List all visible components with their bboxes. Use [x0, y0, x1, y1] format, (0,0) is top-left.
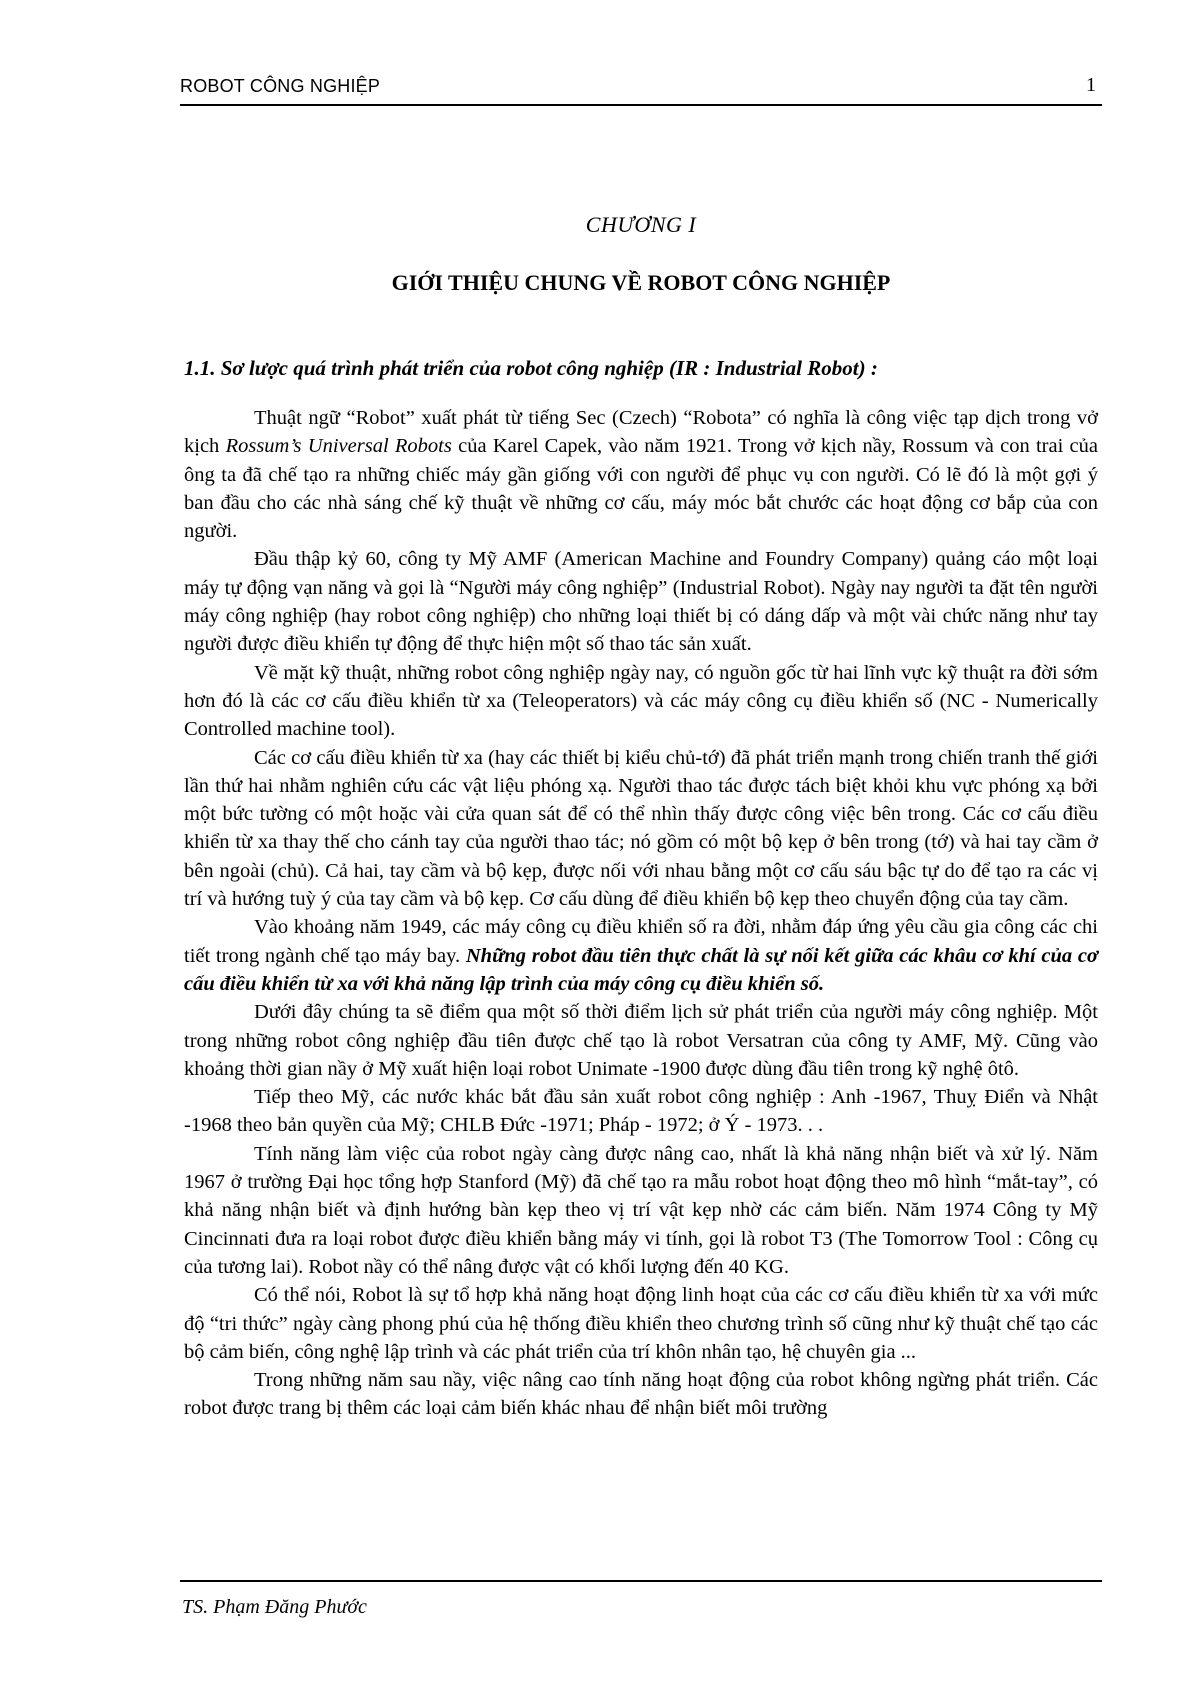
- page-number: 1: [1086, 74, 1096, 96]
- paragraph-1-text-c: của Karel Capek, vào năm 1921. Trong vở kịch nầy, Rossum và con trai của ông ta đã chế tạo ra những chiếc máy gần giống với con người để phục vụ con người. Có lẽ đó là một gợi ý ban đầu cho các nhà sáng chế kỹ thuật về những cơ cấu, máy móc bắt chước các hoạt động cơ bắp của con người.: [184, 435, 1099, 543]
- paragraph-1: [184, 404, 1098, 545]
- chapter-title: GIỚI THIỆU CHUNG VỀ ROBOT CÔNG NGHIỆP: [391, 270, 891, 295]
- paragraph-10: Trong những năm sau nầy, việc nâng cao tính năng hoạt động của robot không ngừng phát triển. Các robot được trang bị thêm các loại cảm biến khác nhau để nhận biết môi trường: [184, 1369, 1098, 1420]
- paragraph-6: Dưới đây chúng ta sẽ điểm qua một số thời điểm lịch sử phát triển của người máy công nghiệp. Một trong những robot công nghiệp đầu tiên được chế tạo là robot Versatran của công ty AMF, Mỹ. Cũng vào khoảng thời gian nầy ở Mỹ xuất hiện loại robot Unimate -1900 được dùng đầu tiên trong kỹ nghệ ôtô.: [184, 1001, 1098, 1080]
- paragraph-5: [184, 913, 1098, 998]
- body-text: [184, 404, 1098, 1423]
- paragraph-8: Tính năng làm việc của robot ngày càng được nâng cao, nhất là khả năng nhận biết và xử lý. Năm 1967 ở trường Đại học tổng hợp Stanford (Mỹ) đã chế tạo ra mẫu robot hoạt động theo mô hình “mắt-tay”, có khả năng nhận biết và định hướng bàn kẹp theo vị trí vật kẹp nhờ các cảm biến. Năm 1974 Công ty Mỹ Cincinnati đưa ra loại robot được điều khiển bằng máy vi tính, gọi là robot T3 (The Tomorrow Tool : Công cụ của tương lai). Robot nầy có thể nâng được vật có khối lượng đến 40 KG.: [184, 1142, 1098, 1278]
- paragraph-2: Đầu thập kỷ 60, công ty Mỹ AMF (American Machine and Foundry Company) quảng cáo một loại máy tự động vạn năng và gọi là “Người máy công nghiệp” (Industrial Robot). Ngày nay người ta đặt tên người máy công nghiệp (hay robot công nghiệp) cho những loại thiết bị có dáng dấp và một vài chức năng như tay người được điều khiển tự động để thực hiện một số thao tác sản xuất.: [184, 548, 1098, 656]
- chapter-label: CHƯƠNG I: [585, 212, 697, 237]
- section-heading: 1.1. Sơ lược quá trình phát triển của robot công nghiệp (IR : Industrial Robot) :: [184, 356, 878, 380]
- play-title: Rossum’s Universal Robots: [225, 435, 452, 458]
- paragraph-5-emphasis: Những robot đầu tiên thực chất là sự nối kết giữa các khâu cơ khí của cơ cấu điều khiển từ xa với khả năng lập trình của máy công cụ điều khiển số.: [184, 944, 1098, 995]
- footer-author: TS. Phạm Đăng Phước: [182, 1596, 367, 1618]
- paragraph-5-text-a: Vào khoảng năm 1949, các máy công cụ điều khiển số ra đời, nhằm đáp ứng yêu cầu gia công các chi tiết trong ngành chế tạo máy bay.: [184, 916, 1098, 967]
- paragraph-4: Các cơ cấu điều khiển từ xa (hay các thiết bị kiểu chủ-tớ) đã phát triển mạnh trong chiến tranh thế giới lần thứ hai nhằm nghiên cứu các vật liệu phóng xạ. Người thao tác được tách biệt khỏi khu vực phóng xạ bởi một bức tường có một hoặc vài cửa quan sát để có thể nhìn thấy được công việc bên trong. Các cơ cấu điều khiển từ xa thay thế cho cánh tay của người thao tác; nó gồm có một bộ kẹp ở bên trong (tớ) và hai tay cầm ở bên ngoài (chủ). Cả hai, tay cầm và bộ kẹp, được nối với nhau bằng một cơ cấu sáu bậc tự do để tạo ra các vị trí và hướng tuỳ ý của tay cầm và bộ kẹp. Cơ cấu dùng để điều khiển bộ kẹp theo chuyển động của tay cầm.: [184, 746, 1098, 911]
- paragraph-1-text-a: Thuật ngữ “Robot” xuất phát từ tiếng Sec (Czech) “Robota” có nghĩa là công việc tạp dịch trong vở kịch: [184, 407, 1098, 458]
- paragraph-3: Về mặt kỹ thuật, những robot công nghiệp ngày nay, có nguồn gốc từ hai lĩnh vực kỹ thuật ra đời sớm hơn đó là các cơ cấu điều khiển từ xa (Teleoperators) và các máy công cụ điều khiển số (NC - Numerically Controlled machine tool).: [184, 661, 1098, 741]
- paragraph-7: Tiếp theo Mỹ, các nước khác bắt đầu sản xuất robot công nghiệp : Anh -1967, Thuỵ Điển và Nhật -1968 theo bản quyền của Mỹ; CHLB Đức -1971; Pháp - 1972; ở Ý - 1973. . .: [184, 1086, 1098, 1137]
- page-header: [180, 74, 1102, 106]
- page-footer: [180, 1580, 1102, 1618]
- paragraph-9: Có thể nói, Robot là sự tổ hợp khả năng hoạt động linh hoạt của các cơ cấu điều khiển từ xa với mức độ “tri thức” ngày càng phong phú của hệ thống điều khiển theo chương trình số cũng như kỹ thuật chế tạo các bộ cảm biến, công nghệ lập trình và các phát triển của trí khôn nhân tạo, hệ chuyên gia ...: [184, 1284, 1098, 1363]
- header-title: ROBOT CÔNG NGHIỆP: [180, 76, 381, 96]
